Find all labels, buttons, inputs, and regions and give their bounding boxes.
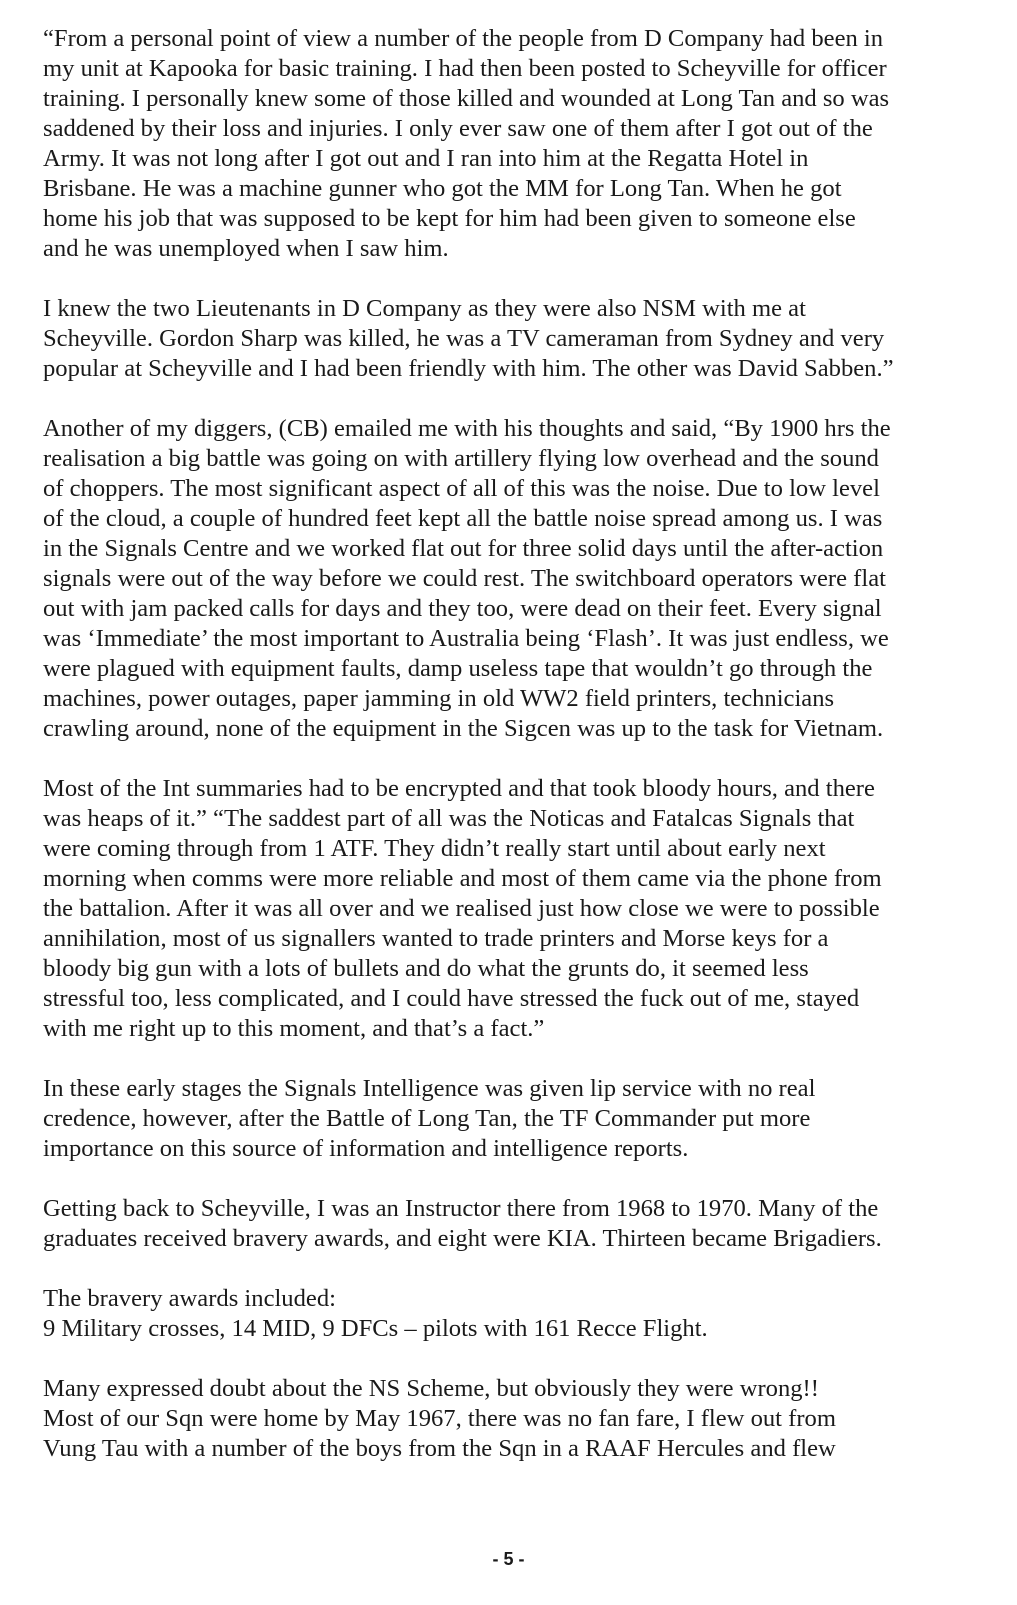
- text-line: importance on this source of information and intelligence reports.: [43, 1135, 689, 1162]
- paragraph: [43, 294, 973, 384]
- paragraph: [43, 1194, 973, 1254]
- paragraph: [43, 24, 973, 264]
- text-line: Most of our Sqn were home by May 1967, there was no fan fare, I flew out from: [43, 1405, 836, 1432]
- text-line: training. I personally knew some of those killed and wounded at Long Tan and so was: [43, 85, 890, 112]
- text-line: crawling around, none of the equipment in the Sigcen was up to the task for Vietnam.: [43, 715, 884, 742]
- text-line: signals were out of the way before we could rest. The switchboard operators were flat: [43, 565, 886, 592]
- text-line: Army. It was not long after I got out and I ran into him at the Regatta Hotel in: [43, 145, 809, 172]
- text-line: credence, however, after the Battle of Long Tan, the TF Commander put more: [43, 1105, 811, 1132]
- text-line: my unit at Kapooka for basic training. I had then been posted to Scheyville for officer: [43, 55, 887, 82]
- text-line: Most of the Int summaries had to be encrypted and that took bloody hours, and there: [43, 775, 875, 802]
- text-line: of the cloud, a couple of hundred feet kept all the battle noise spread among us. I was: [43, 505, 883, 532]
- text-line: Another of my diggers, (CB) emailed me with his thoughts and said, “By 1900 hrs the: [43, 415, 891, 442]
- text-line: morning when comms were more reliable and most of them came via the phone from: [43, 865, 882, 892]
- text-line: with me right up to this moment, and that’s a fact.”: [43, 1015, 545, 1042]
- text-line: bloody big gun with a lots of bullets and do what the grunts do, it seemed less: [43, 955, 809, 982]
- text-line: was heaps of it.” “The saddest part of all was the Noticas and Fatalcas Signals that: [43, 805, 855, 832]
- text-line: Getting back to Scheyville, I was an Instructor there from 1968 to 1970. Many of the: [43, 1195, 879, 1222]
- text-line: saddened by their loss and injuries. I only ever saw one of them after I got out of the: [43, 115, 873, 142]
- text-line: were plagued with equipment faults, damp useless tape that wouldn’t go through the: [43, 655, 873, 682]
- paragraph: [43, 774, 973, 1044]
- paragraph: [43, 1284, 973, 1344]
- text-line: out with jam packed calls for days and they too, were dead on their feet. Every signal: [43, 595, 882, 622]
- paragraph: [43, 1074, 973, 1164]
- text-line: in the Signals Centre and we worked flat out for three solid days until the after-action: [43, 535, 884, 562]
- text-line: 9 Military crosses, 14 MID, 9 DFCs – pilots with 161 Recce Flight.: [43, 1315, 708, 1342]
- text-line: “From a personal point of view a number of the people from D Company had been in: [43, 25, 884, 52]
- paragraph: [43, 1374, 973, 1464]
- text-line: Vung Tau with a number of the boys from the Sqn in a RAAF Hercules and flew: [43, 1435, 836, 1462]
- text-line: of choppers. The most significant aspect of all of this was the noise. Due to low level: [43, 475, 880, 502]
- text-line: and he was unemployed when I saw him.: [43, 235, 449, 262]
- text-line: machines, power outages, paper jamming in old WW2 field printers, technicians: [43, 685, 835, 712]
- text-line: Brisbane. He was a machine gunner who got the MM for Long Tan. When he got: [43, 175, 842, 202]
- text-line: annihilation, most of us signallers wanted to trade printers and Morse keys for a: [43, 925, 829, 952]
- text-line: Scheyville. Gordon Sharp was killed, he was a TV cameraman from Sydney and very: [43, 325, 885, 352]
- text-line: were coming through from 1 ATF. They didn’t really start until about early next: [43, 835, 826, 862]
- text-line: stressful too, less complicated, and I could have stressed the fuck out of me, stayed: [43, 985, 860, 1012]
- text-line: Many expressed doubt about the NS Scheme, but obviously they were wrong!!: [43, 1375, 819, 1402]
- text-line: I knew the two Lieutenants in D Company as they were also NSM with me at: [43, 295, 806, 322]
- text-line: the battalion. After it was all over and we realised just how close we were to possible: [43, 895, 880, 922]
- text-line: In these early stages the Signals Intelligence was given lip service with no real: [43, 1075, 816, 1102]
- body-text: [43, 24, 973, 1494]
- text-line: home his job that was supposed to be kept for him had been given to someone else: [43, 205, 856, 232]
- text-line: graduates received bravery awards, and eight were KIA. Thirteen became Brigadiers.: [43, 1225, 882, 1252]
- text-line: realisation a big battle was going on with artillery flying low overhead and the sound: [43, 445, 879, 472]
- paragraph: [43, 414, 973, 744]
- text-line: The bravery awards included:: [43, 1285, 336, 1312]
- text-line: was ‘Immediate’ the most important to Australia being ‘Flash’. It was just endless, we: [43, 625, 889, 652]
- page-number: - 5 -: [492, 1549, 525, 1569]
- text-line: popular at Scheyville and I had been friendly with him. The other was David Sabben.”: [43, 355, 894, 382]
